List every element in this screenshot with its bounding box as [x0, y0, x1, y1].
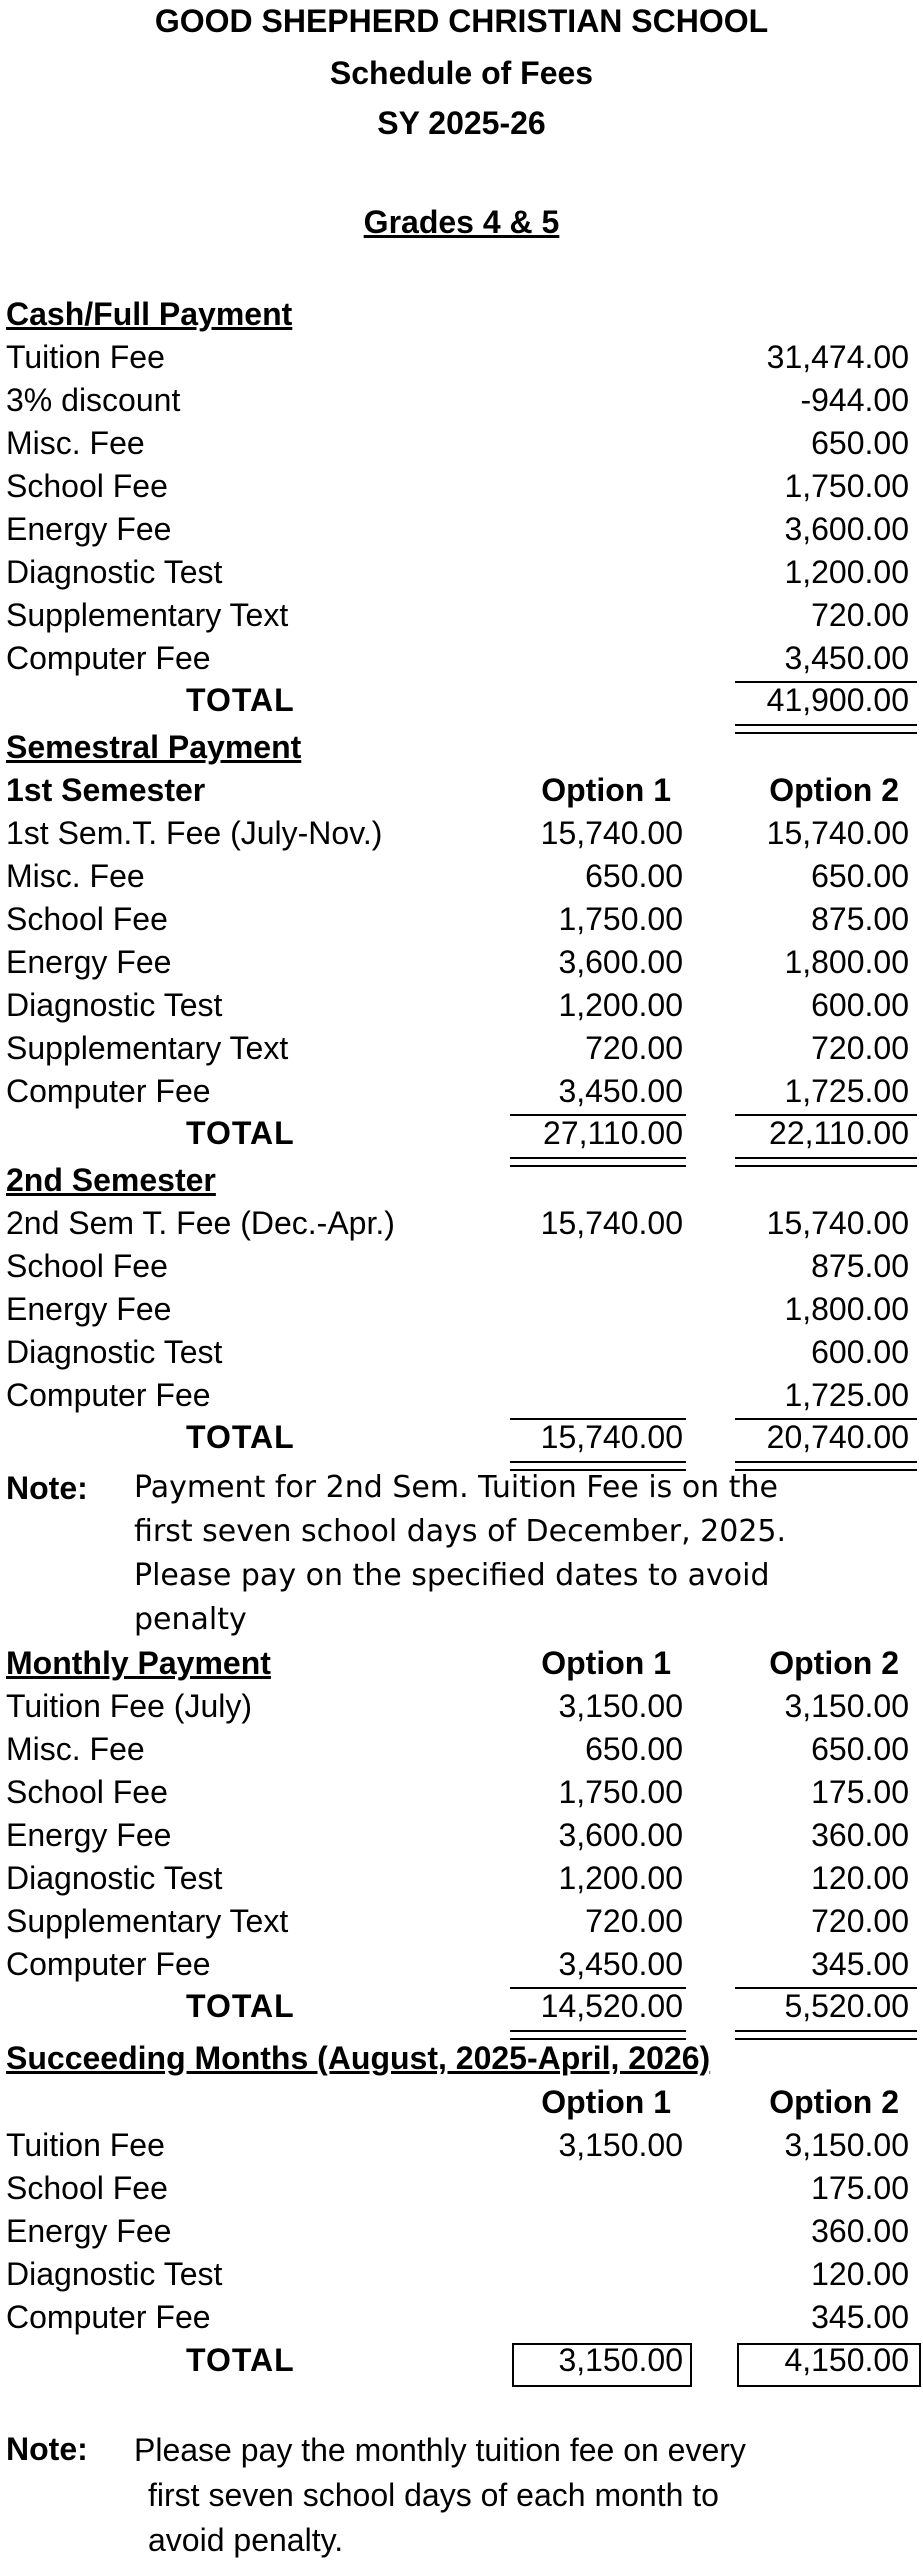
fee-label: 2nd Sem T. Fee (Dec.-Apr.) [6, 1205, 395, 1241]
total-double-rule [510, 1157, 686, 1167]
fee-label: Computer Fee [6, 1073, 211, 1109]
option1-amount: 3,600.00 [558, 1817, 683, 1853]
total-double-rule [735, 724, 917, 734]
option2-total: 20,740.00 [766, 1419, 909, 1455]
fee-label: School Fee [6, 2170, 168, 2206]
total-label: TOTAL [186, 1988, 295, 2024]
option1-amount: 720.00 [585, 1030, 683, 1066]
fee-label: Energy Fee [6, 511, 172, 547]
fee-amount: 3,600.00 [784, 511, 909, 547]
fee-label: Tuition Fee [6, 339, 165, 375]
option1-amount: 720.00 [585, 1903, 683, 1939]
semester-row [0, 1073, 923, 1116]
total-label: TOTAL [186, 1419, 295, 1455]
monthly-row [0, 1731, 923, 1774]
document-subtitle: Schedule of Fees [329, 55, 594, 91]
total-double-rule [735, 2030, 917, 2040]
cash-row [0, 511, 923, 554]
total-label: TOTAL [186, 682, 295, 718]
note-line: penalty [134, 1602, 247, 1637]
semester-row [0, 901, 923, 944]
monthly-section-title: Monthly Payment [6, 1645, 271, 1681]
monthly-row [0, 1903, 923, 1946]
option2-header: Option 2 [769, 1645, 899, 1681]
monthly-row [0, 1946, 923, 1989]
fee-amount: -944.00 [800, 382, 909, 418]
fee-amount: 31,474.00 [766, 339, 909, 375]
monthly-total-row [0, 1988, 923, 2031]
succeeding-row [0, 2213, 923, 2256]
fee-label: Energy Fee [6, 1291, 172, 1327]
succeeding-row [0, 2127, 923, 2170]
succeeding-row [0, 2256, 923, 2299]
fee-amount: 720.00 [811, 597, 909, 633]
option2-amount: 650.00 [811, 858, 909, 894]
fee-label: School Fee [6, 1248, 168, 1284]
fee-label: Energy Fee [6, 1817, 172, 1853]
option1-total: 14,520.00 [540, 1988, 683, 2024]
total-double-rule [510, 2030, 686, 2040]
fee-label: 1st Sem.T. Fee (July-Nov.) [6, 815, 383, 851]
option1-amount: 3,150.00 [558, 1688, 683, 1724]
total-label: TOTAL [186, 2342, 295, 2378]
grade-level-title: Grades 4 & 5 [363, 204, 560, 240]
note-line: Please pay the monthly tuition fee on every [134, 2432, 746, 2468]
fee-label: School Fee [6, 901, 168, 937]
option1-header: Option 1 [541, 1645, 671, 1681]
fee-label: Computer Fee [6, 2299, 211, 2335]
cash-section-title: Cash/Full Payment [6, 296, 293, 332]
option1-amount: 650.00 [585, 1731, 683, 1767]
option2-total: 22,110.00 [769, 1115, 909, 1151]
fee-label: Computer Fee [6, 640, 211, 676]
option1-amount: 3,450.00 [558, 1946, 683, 1982]
monthly-row [0, 1774, 923, 1817]
fee-label: Computer Fee [6, 1377, 211, 1413]
semester-row [0, 1030, 923, 1073]
fee-label: Diagnostic Test [6, 2256, 223, 2292]
cash-total-amount: 41,900.00 [766, 682, 909, 718]
fee-label: Supplementary Text [6, 1030, 289, 1066]
semestral-section-title: Semestral Payment [6, 729, 302, 765]
option1-amount: 15,740.00 [540, 815, 683, 851]
fee-label: Tuition Fee (July) [6, 1688, 252, 1724]
second-semester-title: 2nd Semester [6, 1162, 216, 1198]
option2-amount: 345.00 [811, 2299, 909, 2335]
option1-amount: 1,200.00 [558, 987, 683, 1023]
semester-row [0, 1205, 923, 1248]
fee-label: Supplementary Text [6, 597, 289, 633]
fee-label: Energy Fee [6, 2213, 172, 2249]
note-line: avoid penalty. [148, 2522, 344, 2558]
option1-amount: 1,750.00 [558, 901, 683, 937]
option2-amount: 3,150.00 [784, 1688, 909, 1724]
semester-note-label: Note: [6, 1470, 88, 1506]
option1-total: 15,740.00 [540, 1419, 683, 1455]
option1-amount: 3,600.00 [558, 944, 683, 980]
note-line: Payment for 2nd Sem. Tuition Fee is on the [134, 1470, 778, 1505]
fee-amount: 650.00 [811, 425, 909, 461]
option2-amount: 1,725.00 [784, 1073, 909, 1109]
option1-amount: 650.00 [585, 858, 683, 894]
option2-header: Option 2 [769, 2084, 899, 2120]
first-semester-title: 1st Semester [6, 772, 206, 808]
fee-label: Supplementary Text [6, 1903, 289, 1939]
semester-row [0, 815, 923, 858]
cash-row [0, 554, 923, 597]
option2-amount: 360.00 [811, 1817, 909, 1853]
note-line: first seven school days of each month to [148, 2477, 719, 2513]
option2-amount: 600.00 [811, 987, 909, 1023]
semester-row [0, 987, 923, 1030]
option2-amount: 650.00 [811, 1731, 909, 1767]
option2-amount: 175.00 [811, 1774, 909, 1810]
monthly-row [0, 1860, 923, 1903]
semester-row [0, 1248, 923, 1291]
first-semester-total-row [0, 1115, 923, 1158]
cash-row [0, 468, 923, 511]
fee-label: Diagnostic Test [6, 554, 223, 590]
option2-amount: 1,800.00 [784, 1291, 909, 1327]
fee-label: Energy Fee [6, 944, 172, 980]
option2-amount: 175.00 [811, 2170, 909, 2206]
fee-label: Misc. Fee [6, 1731, 145, 1767]
option2-amount: 600.00 [811, 1334, 909, 1370]
option1-amount: 15,740.00 [540, 1205, 683, 1241]
note-line: first seven school days of December, 2025. [134, 1514, 787, 1549]
option1-total: 27,110.00 [543, 1115, 683, 1151]
fee-label: Misc. Fee [6, 425, 145, 461]
option1-amount: 1,750.00 [558, 1774, 683, 1810]
cash-row [0, 339, 923, 382]
option2-total: 5,520.00 [784, 1988, 909, 2024]
semester-row [0, 1377, 923, 1420]
monthly-row [0, 1817, 923, 1860]
semester-row [0, 944, 923, 987]
school-name: GOOD SHEPHERD CHRISTIAN SCHOOL [154, 3, 769, 39]
fee-label: 3% discount [6, 382, 181, 418]
monthly-note-label: Note: [6, 2431, 88, 2467]
option2-amount: 720.00 [811, 1030, 909, 1066]
fee-label: Misc. Fee [6, 858, 145, 894]
option2-amount: 720.00 [811, 1903, 909, 1939]
second-semester-total-row [0, 1419, 923, 1462]
fee-label: Computer Fee [6, 1946, 211, 1982]
option1-header: Option 1 [541, 2084, 671, 2120]
fee-label: Diagnostic Test [6, 1860, 223, 1896]
monthly-note-text [134, 2428, 746, 2563]
cash-total-row [0, 682, 923, 725]
semester-row [0, 1334, 923, 1377]
succeeding-row [0, 2170, 923, 2213]
monthly-section-header [0, 1645, 923, 1688]
school-year: SY 2025-26 [377, 105, 546, 141]
semester-row [0, 858, 923, 901]
fee-label: Diagnostic Test [6, 1334, 223, 1370]
total-label: TOTAL [186, 1115, 295, 1151]
succeeding-total-row [0, 2342, 923, 2385]
option2-header: Option 2 [769, 772, 899, 808]
total-double-rule [735, 1157, 917, 1167]
fee-label: School Fee [6, 1774, 168, 1810]
fee-amount: 1,200.00 [784, 554, 909, 590]
fee-label: Diagnostic Test [6, 987, 223, 1023]
option2-amount: 3,150.00 [784, 2127, 909, 2163]
option2-amount: 120.00 [811, 2256, 909, 2292]
option2-amount: 875.00 [811, 901, 909, 937]
cash-row [0, 640, 923, 683]
cash-row [0, 425, 923, 468]
monthly-row [0, 1688, 923, 1731]
fee-label: Tuition Fee [6, 2127, 165, 2163]
cash-row [0, 382, 923, 425]
cash-row [0, 597, 923, 640]
option2-amount: 15,740.00 [766, 1205, 909, 1241]
succeeding-row [0, 2299, 923, 2342]
option2-amount: 1,725.00 [784, 1377, 909, 1413]
semester-note-text [134, 1466, 786, 1642]
option1-amount: 3,150.00 [558, 2127, 683, 2163]
fee-amount: 1,750.00 [784, 468, 909, 504]
option2-amount: 360.00 [811, 2213, 909, 2249]
option2-amount: 1,800.00 [784, 944, 909, 980]
option2-amount: 345.00 [811, 1946, 909, 1982]
option1-amount: 1,200.00 [558, 1860, 683, 1896]
option2-amount: 15,740.00 [766, 815, 909, 851]
note-line: Please pay on the specified dates to avoid [134, 1558, 770, 1593]
option1-header: Option 1 [541, 772, 671, 808]
first-semester-header [0, 772, 923, 815]
option2-total: 4,150.00 [784, 2342, 909, 2378]
option1-amount: 3,450.00 [558, 1073, 683, 1109]
semester-row [0, 1291, 923, 1334]
option1-total: 3,150.00 [558, 2342, 683, 2378]
option2-amount: 875.00 [811, 1248, 909, 1284]
succeeding-header-row [0, 2084, 923, 2127]
fee-amount: 3,450.00 [784, 640, 909, 676]
option2-amount: 120.00 [811, 1860, 909, 1896]
succeeding-months-title: Succeeding Months (August, 2025-April, 2026) [6, 2040, 711, 2076]
fee-label: School Fee [6, 468, 168, 504]
